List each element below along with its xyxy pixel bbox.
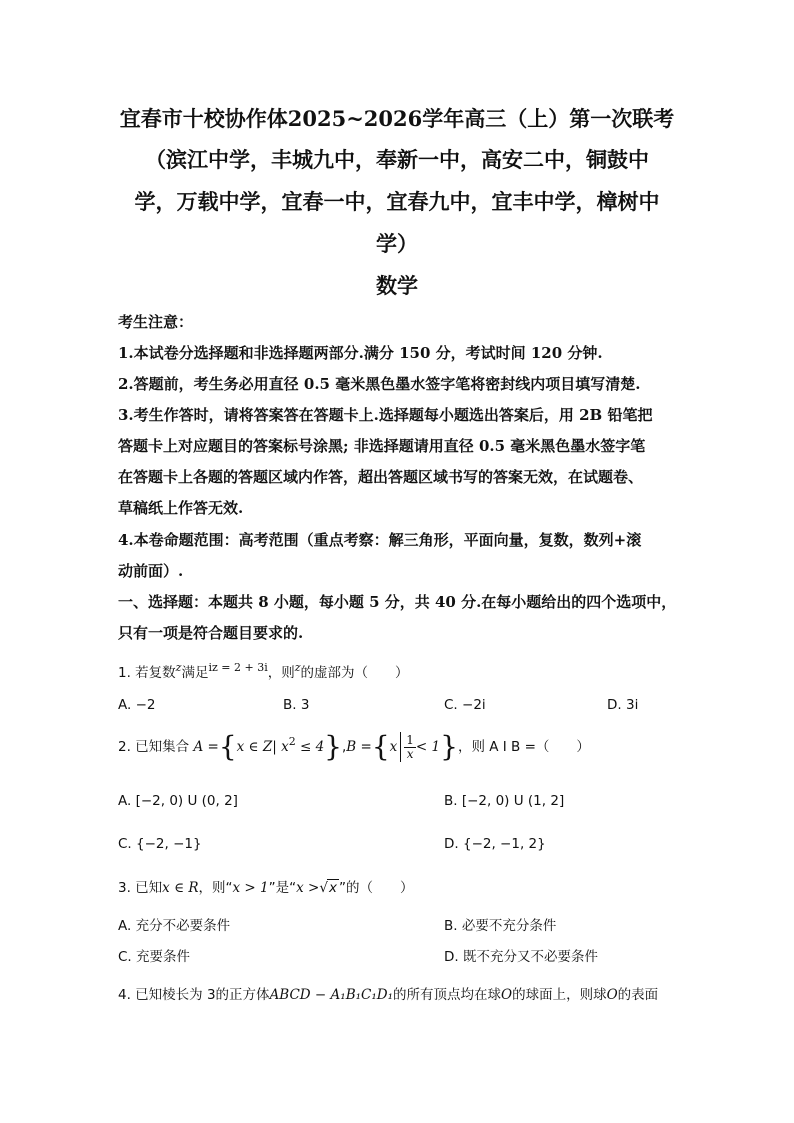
right-brace-icon: } [324, 730, 342, 763]
question-1-suffix-a: ，则 [267, 665, 295, 681]
question-3 [118, 876, 413, 896]
section-heading-line1: 一、选择题：本题共 8 小题，每小题 5 分，共 40 分.在每小题给出的四个选项中， [118, 593, 677, 611]
notice-item-3-line4: 草稿纸上作答无效. [118, 499, 244, 517]
question-1-suffix-b: 的虚部为（ ） [300, 665, 409, 681]
question-2 [118, 730, 590, 763]
notice-heading: 考生注意： [118, 313, 194, 331]
question-4-suffix-b: 的表面 [617, 987, 659, 1003]
question-3-option-a: A. 充分不必要条件 [118, 918, 231, 934]
question-3-prefix: 3. 已知 [118, 880, 163, 896]
section-heading-line2: 只有一项是符合题目要求的. [118, 624, 304, 642]
question-4-suffix-a: 的球面上，则球 [512, 987, 607, 1003]
left-brace-icon: { [371, 730, 390, 763]
question-4-sphere-2: O [606, 987, 618, 1003]
question-2-option-c: C. {−2, −1} [118, 836, 202, 852]
question-4-mid: 的所有顶点均在球 [393, 987, 502, 1003]
set-separator: , [342, 739, 347, 755]
question-3-condition: x ∈ R [162, 880, 199, 896]
set-b-tail: < 1 [415, 739, 441, 755]
notice-item-3-line1: 3.考生作答时，请将答案答在答题卡上.选择题每小题选出答案后，用 2B 铅笔把 [118, 406, 653, 424]
exam-title-line1: 宜春市十校协作体2025~2026学年高三（上）第一次联考 [119, 106, 675, 131]
question-3-suffix: ”的（ ） [338, 880, 414, 896]
notice-item-3-line2: 答题卡上对应题目的答案标号涂黑; 非选择题请用直径 0.5 毫米黑色墨水签字笔 [118, 437, 646, 455]
question-1-option-c: C. −2i [444, 697, 486, 713]
left-brace-icon: { [218, 730, 237, 763]
question-2-suffix: ，则 A I B =（ ） [457, 739, 590, 755]
question-1 [118, 661, 409, 681]
subject-title: 数学 [376, 273, 418, 298]
set-a-body: x ∈ Z| x [236, 739, 289, 755]
question-3-mid2: ”是“ [268, 880, 297, 896]
fraction-denominator: x [406, 746, 414, 761]
notice-item-4-line1: 4.本卷命题范围：高考范围（重点考察：解三角形，平面向量，复数，数列+滚 [118, 531, 642, 549]
right-brace-icon: } [440, 730, 458, 763]
set-a-lhs: A = [193, 739, 219, 755]
divider-bar [400, 732, 401, 762]
question-1-prefix: 1. 若复数 [118, 665, 176, 681]
fraction-numerator: 1 [406, 732, 414, 747]
question-4-sphere: O [501, 987, 513, 1003]
question-2-prefix: 2. 已知集合 [118, 739, 190, 755]
question-1-var-2: z [294, 661, 301, 674]
question-1-var: z [175, 661, 182, 674]
set-b-lhs: B = [346, 739, 372, 755]
question-2-option-a: A. [−2, 0) U (0, 2] [118, 793, 238, 809]
question-1-option-b: B. 3 [283, 697, 310, 713]
sqrt-radicand: x [328, 880, 337, 896]
question-1-mid: 满足 [181, 665, 209, 681]
question-4-cube: ABCD − A₁B₁C₁D₁ [269, 987, 394, 1003]
question-3-option-b: B. 必要不充分条件 [444, 918, 557, 934]
sqrt-icon: √ [319, 880, 328, 896]
question-4 [118, 983, 658, 1003]
question-3-option-d: D. 既不充分又不必要条件 [444, 949, 598, 965]
notice-item-2: 2.答题前，考生务必用直径 0.5 毫米黑色墨水签字笔将密封线内项目填写清楚. [118, 375, 641, 393]
question-3-option-c: C. 充要条件 [118, 949, 191, 965]
question-2-option-b: B. [−2, 0) U (1, 2] [444, 793, 565, 809]
exam-title-line3: 学，万载中学，宜春一中，宜春九中，宜丰中学，樟树中 [134, 189, 660, 214]
notice-item-4-line2: 动前面）. [118, 562, 184, 580]
set-a-exponent: 2 [288, 735, 296, 748]
question-1-option-a: A. −2 [118, 697, 156, 713]
question-1-option-d: D. 3i [607, 697, 639, 713]
set-b-var: x [389, 739, 398, 755]
question-4-prefix: 4. 已知棱长为 3的正方体 [118, 987, 270, 1003]
question-2-option-d: D. {−2, −1, 2} [444, 836, 546, 852]
question-3-statement-2: x > [296, 880, 320, 896]
exam-title-line4: 学） [376, 231, 418, 256]
set-a-tail: ≤ 4 [295, 739, 325, 755]
notice-item-1: 1.本试卷分选择题和非选择题两部分.满分 150 分，考试时间 120 分钟. [118, 344, 603, 362]
exam-title-line2: （滨江中学，丰城九中，奉新一中，高安二中，铜鼓中 [145, 147, 649, 172]
question-1-equation: iz = 2 + 3i [208, 661, 268, 674]
notice-item-3-line3: 在答题卡上各题的答题区域内作答，超出答题区域书写的答案无效，在试题卷、 [118, 468, 644, 486]
question-3-mid1: ，则“ [198, 880, 233, 896]
fraction [404, 734, 416, 761]
question-3-statement-1: x > 1 [232, 880, 269, 896]
